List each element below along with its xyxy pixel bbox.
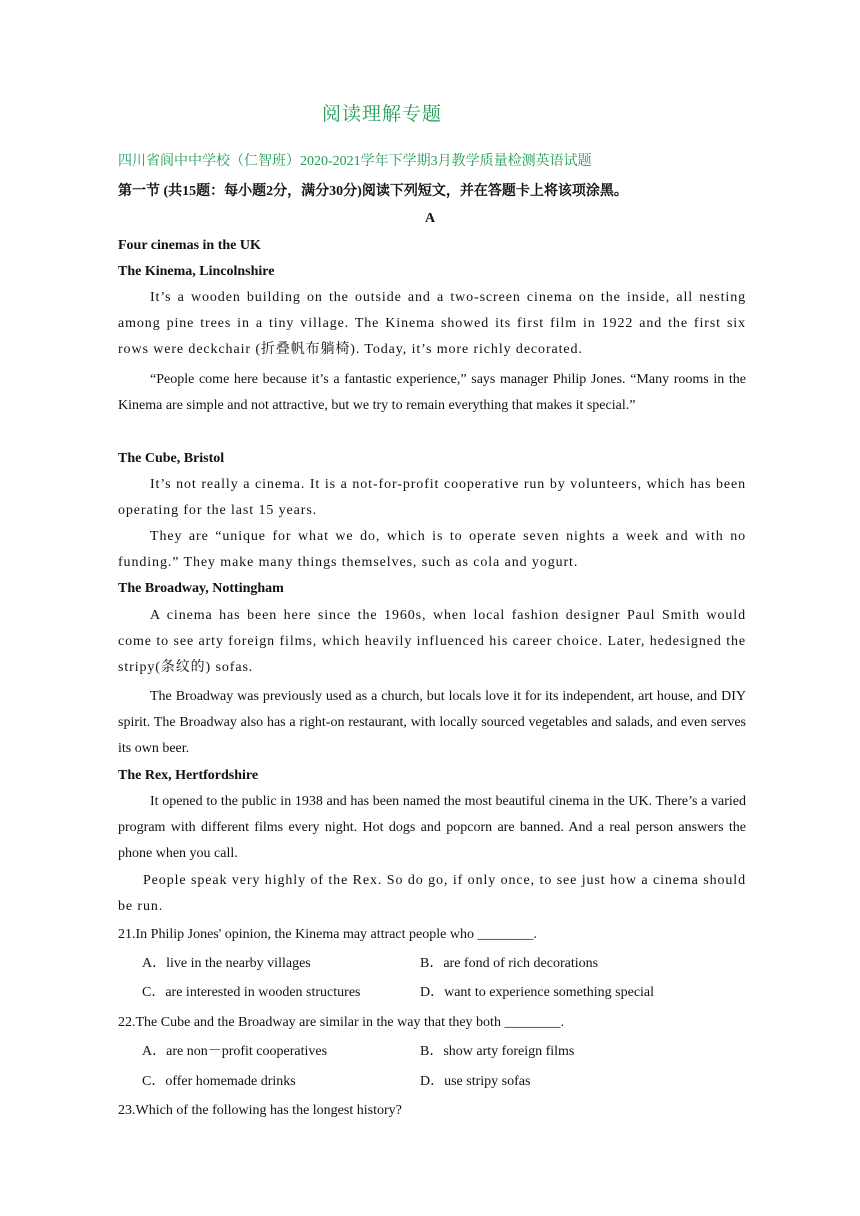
passage-letter: A: [424, 211, 436, 226]
answer-option[interactable]: D．use stripy sofas: [420, 1074, 531, 1089]
answer-option[interactable]: C．offer homemade drinks: [142, 1074, 296, 1089]
cinema-paragraph: A cinema has been here since the 1960s, when local fashion designer Paul Smith would come to see arty foreign films, which heavily influenced his career choice. Later, hedesigned the stripy(条纹的) sofas.: [118, 608, 746, 675]
cinema-paragraph: It opened to the public in 1938 and has been named the most beautiful cinema in the UK. There’s a varied program with different films every night. Hot dogs and popcorn are banned. And a real person answers the phone when you call.: [118, 794, 746, 861]
page-title: 阅读理解专题: [322, 104, 443, 125]
section-instructions: 第一节 (共15题：每小题2分，满分30分)阅读下列短文，并在答题卡上将该项涂黑。: [118, 184, 628, 199]
cinema-paragraph: “People come here because it’s a fantastic experience,” says manager Philip Jones. “Many rooms in the Kinema are simple and not attractive, but we try to remain everything that makes it special.”: [118, 372, 746, 413]
question-stem: 21.In Philip Jones' opinion, the Kinema may attract people who ________.: [118, 927, 537, 942]
cinema-paragraph: It’s a wooden building on the outside and a two-screen cinema on the inside, all nesting among pine trees in a tiny village. The Kinema showed its first film in 1922 and the first six rows were deckchair (折叠帆布躺椅). Today, it’s more richly decorated.: [118, 290, 746, 357]
cinema-paragraph: The Broadway was previously used as a church, but locals love it for its independent, art house, and DIY spirit. The Broadway also has a right-on restaurant, with locally sourced vegetables and salads, and even serves its own beer.: [118, 689, 746, 756]
cinema-heading: The Cube, Bristol: [118, 451, 225, 466]
answer-option[interactable]: A．are non－profit cooperatives: [142, 1044, 328, 1059]
answer-option[interactable]: B．are fond of rich decorations: [420, 956, 599, 971]
cinema-heading: The Rex, Hertfordshire: [118, 768, 259, 783]
exam-source: 四川省阆中中学校（仁智班）2020-2021学年下学期3月教学质量检测英语试题: [118, 154, 592, 169]
answer-option[interactable]: D．want to experience something special: [420, 985, 655, 1000]
passage-title: Four cinemas in the UK: [118, 238, 261, 253]
cinema-paragraph: People speak very highly of the Rex. So do go, if only once, to see just how a cinema should be run.: [118, 873, 746, 914]
cinema-paragraph: It’s not really a cinema. It is a not-for-profit cooperative run by volunteers, which has been operating for the last 15 years.: [118, 477, 746, 518]
answer-option[interactable]: B．show arty foreign films: [420, 1044, 575, 1059]
cinema-heading: The Kinema, Lincolnshire: [118, 264, 275, 279]
question-stem: 23.Which of the following has the longest history?: [118, 1103, 402, 1118]
cinema-heading: The Broadway, Nottingham: [118, 581, 284, 596]
cinema-paragraph: They are “unique for what we do, which is to operate seven nights a week and with no funding.” They make many things themselves, such as cola and yogurt.: [118, 529, 746, 570]
answer-option[interactable]: C．are interested in wooden structures: [142, 985, 361, 1000]
answer-option[interactable]: A．live in the nearby villages: [142, 956, 311, 971]
question-stem: 22.The Cube and the Broadway are similar in the way that they both ________.: [118, 1015, 564, 1030]
